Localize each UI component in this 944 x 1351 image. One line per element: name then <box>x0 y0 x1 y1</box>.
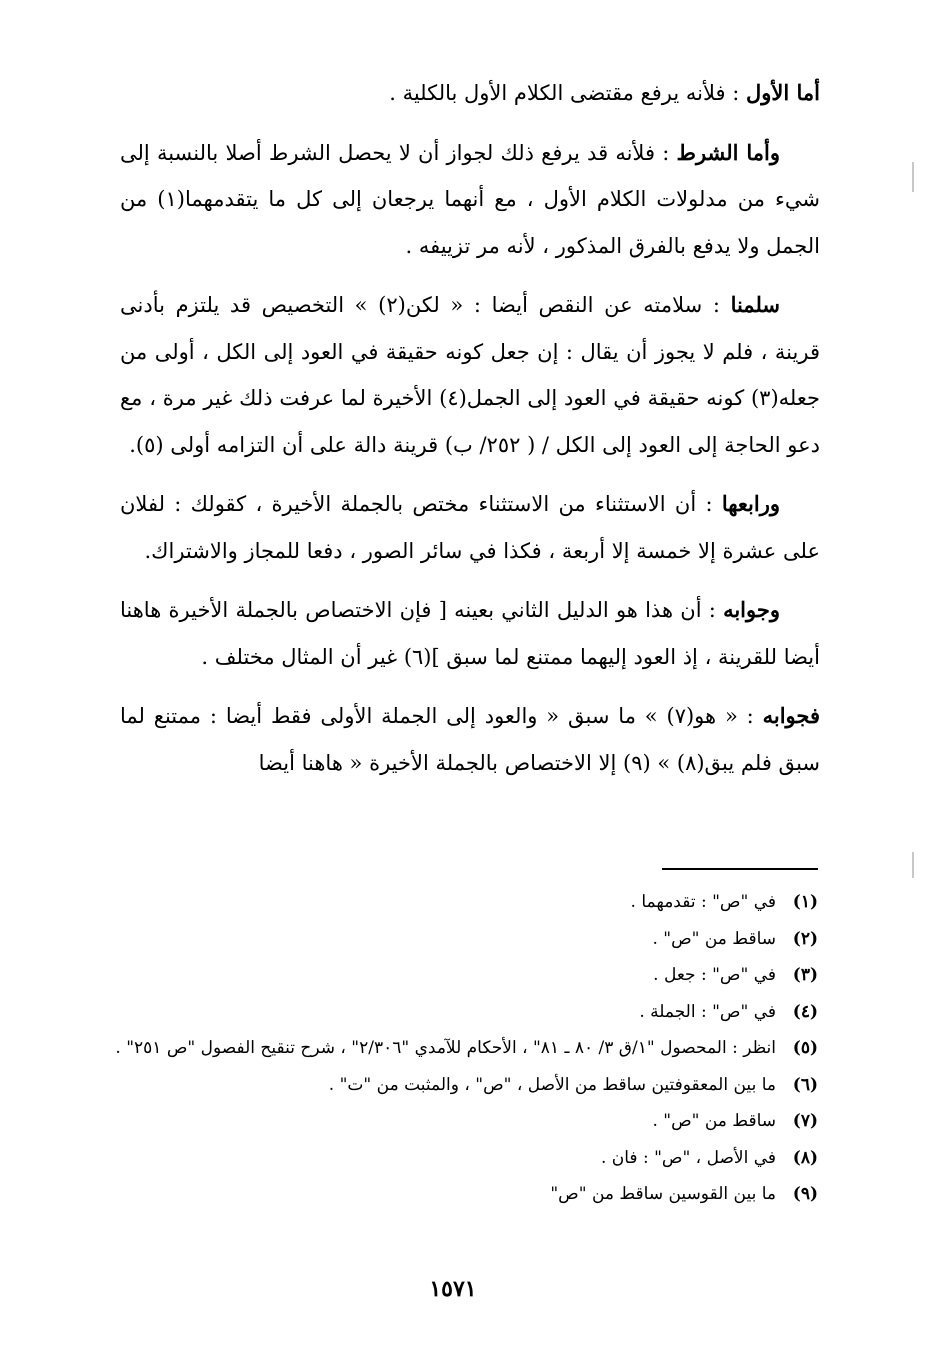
footnote-divider <box>662 868 818 870</box>
footnote-number: (١) <box>792 892 818 912</box>
footnote-number: (٣) <box>792 965 818 985</box>
footnote-text: ما بين المعقوفتين ساقط من الأصل ، "ص" ، والمثبت من "ت" . <box>328 1074 776 1095</box>
footnote-number: (٧) <box>792 1111 818 1131</box>
footnote-item <box>103 1176 818 1213</box>
scan-mark <box>912 162 914 192</box>
footnote-text: في الأصل ، "ص" : فان . <box>600 1147 776 1168</box>
paragraph-lead: أما الأول <box>745 80 820 105</box>
footnote-number: (٩) <box>792 1184 818 1204</box>
footnote-number: (٤) <box>792 1001 818 1022</box>
paragraph-answer <box>120 587 820 680</box>
footnote-item <box>103 957 818 994</box>
page-number: ١٥٧١ <box>429 1276 477 1302</box>
paragraph-lead: ورابعها <box>721 491 780 516</box>
footnote-item <box>103 921 818 958</box>
scan-mark <box>912 852 914 878</box>
paragraph-text: : فلأنه يرفع مقتضى الكلام الأول بالكلية . <box>389 81 746 105</box>
footnote-item <box>103 1103 818 1140</box>
footnote-item <box>103 1067 818 1104</box>
paragraph-first <box>120 70 820 117</box>
footnote-item <box>103 884 818 921</box>
footnote-text: ساقط من "ص" . <box>652 928 776 949</box>
footnotes <box>103 884 818 1213</box>
paragraph-text: : أن الاستثناء من الاستثناء مختص بالجملة الأخيرة ، كقولك : لفلان على عشرة إلا خمسة إلا أربعة ، فكذا في سائر الصور ، دفعا للمجاز والاشتراك. <box>120 492 820 563</box>
paragraph-its-answer <box>120 693 820 786</box>
footnote-text: انظر : المحصول "١/ق ٣/ ٨٠ ـ ٨١" ، الأحكام للآمدي "٢/٣٠٦" ، شرح تنقيح الفصول "ص ٢٥١" . <box>115 1038 776 1058</box>
paragraph-concession <box>120 282 820 468</box>
footnote-item <box>103 1140 818 1177</box>
footnote-text: ما بين القوسين ساقط من "ص" <box>550 1184 776 1204</box>
footnote-text: في "ص" : تقدمهما . <box>630 892 776 912</box>
footnote-item <box>103 994 818 1031</box>
footnote-text: ساقط من "ص" . <box>652 1111 776 1131</box>
paragraph-lead: وأما الشرط <box>676 139 780 165</box>
paragraph-text: : سلامته عن النقص أيضا : « لكن(٢) » التخصيص قد يلتزم بأدنى قرينة ، فلم لا يجوز أن يقال : إن جعل كونه حقيقة في العود إلى الكل ، أولى من جعله(٣) كونه حقيقة في العود إلى الجمل(٤) الأخيرة لما عرفت ذلك غير مرة ، مع دعو الحاجة إلى العود إلى الكل / ( ٢٥٢/ ب) قرينة دالة على أن التزامه أولى (٥). <box>120 293 820 457</box>
footnote-number: (٨) <box>792 1147 818 1168</box>
footnote-text: في "ص" : الجملة . <box>639 1001 776 1022</box>
paragraph-lead: سلمنا <box>730 292 780 317</box>
main-text <box>120 70 820 799</box>
paragraph-lead: وجوابه <box>723 597 780 622</box>
footnote-text: في "ص" : جعل . <box>653 965 776 985</box>
footnote-number: (٢) <box>792 928 818 949</box>
paragraph-fourth <box>120 481 820 574</box>
paragraph-text: : فلأنه قد يرفع ذلك لجواز أن لا يحصل الشرط أصلا بالنسبة إلى شيء من مدلولات الكلام الأول ، مع أنهما يرجعان إلى كل ما يتقدمهما(١) من الجمل ولا يدفع بالفرق المذكور ، لأنه مر تزييفه . <box>120 140 821 258</box>
footnote-number: (٥) <box>792 1038 818 1058</box>
footnote-number: (٦) <box>792 1074 818 1095</box>
paragraph-lead: فجوابه <box>762 703 820 728</box>
footnote-item <box>103 1030 818 1067</box>
paragraph-text: : « هو(٧) » ما سبق « والعود إلى الجملة الأولى فقط أيضا : ممتنع لما سبق فلم يبق(٨) » (٩) إلا الاختصاص بالجملة الأخيرة « هاهنا أيضا <box>120 704 820 775</box>
paragraph-condition <box>120 130 820 270</box>
paragraph-text: : أن هذا هو الدليل الثاني بعينه [ فإن الاختصاص بالجملة الأخيرة هاهنا أيضا للقرينة ، إذ العود إليهما ممتنع لما سبق ](٦) غير أن المثال مختلف . <box>120 598 820 669</box>
